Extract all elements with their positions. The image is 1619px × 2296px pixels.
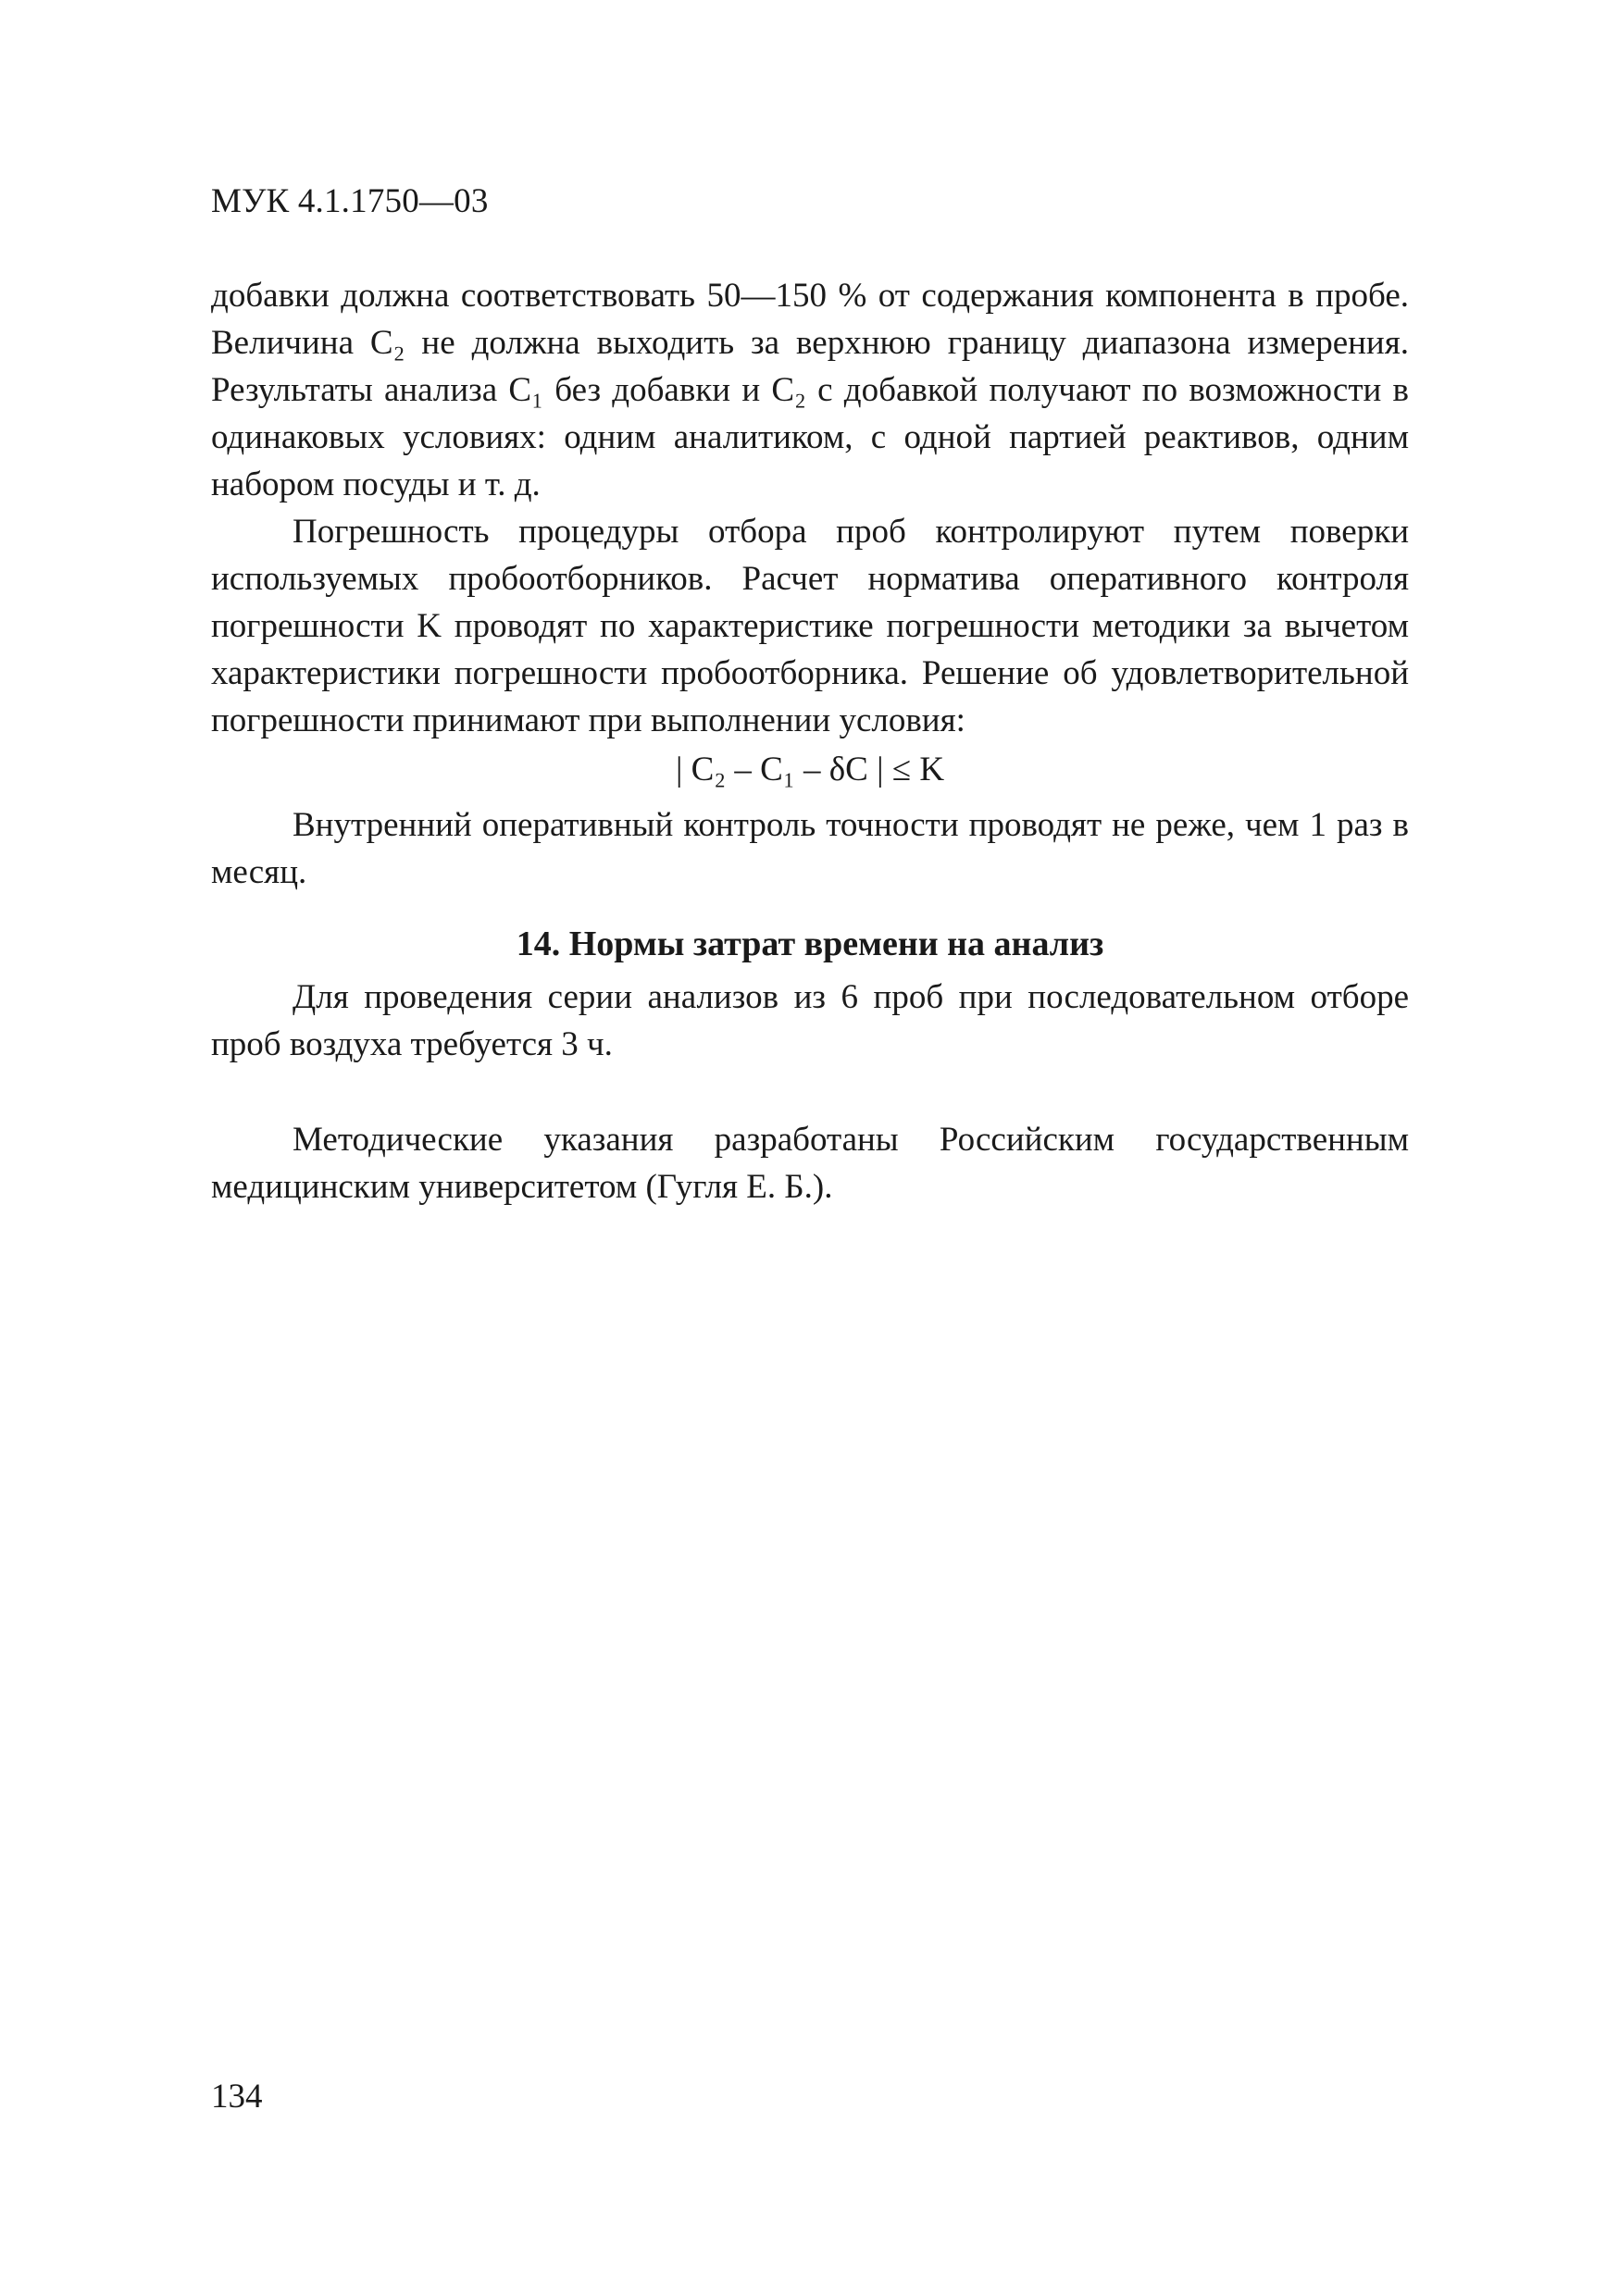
formula-condition: | C₂ – C₁ – δC | ≤ K bbox=[675, 751, 945, 788]
paragraph-additive: добавки должна соответствовать 50—150 % от содержания компонента в пробе. Величина C₂ не должна выходить за верхнюю границу диапазона измерения. Результаты анализа C₁ без добавки и C₂ с добавкой получают по возможности в одинаковых условиях: одним аналитиком, с одной партией реактивов, одним набором посуды и т. д. bbox=[211, 277, 1409, 503]
page-number: 134 bbox=[211, 2078, 263, 2116]
paragraph-time-norms: Для проведения серии анализов из 6 проб при последовательном отборе проб воздуха требуется 3 ч. bbox=[211, 978, 1409, 1063]
section-heading: 14. Нормы затрат времени на анализ bbox=[516, 925, 1104, 963]
paragraph-internal-control: Внутренний оперативный контроль точности проводят не реже, чем 1 раз в месяц. bbox=[211, 806, 1409, 891]
running-header: МУК 4.1.1750—03 bbox=[211, 182, 489, 220]
paragraph-sampling-error: Погрешность процедуры отбора проб контролируют путем поверки используемых пробоотборников. Расчет норматива оперативного контроля погрешности K проводят по характеристике погрешности методики за вычетом характеристики погрешности пробоотборника. Решение об удовлетворительной погрешности принимают при выполнении условия: bbox=[211, 513, 1409, 739]
body-text bbox=[211, 272, 1409, 1210]
paragraph-credits: Методические указания разработаны Российским государственным медицинским университетом (Гугля Е. Б.). bbox=[211, 1121, 1409, 1206]
spacer bbox=[211, 1068, 1409, 1116]
